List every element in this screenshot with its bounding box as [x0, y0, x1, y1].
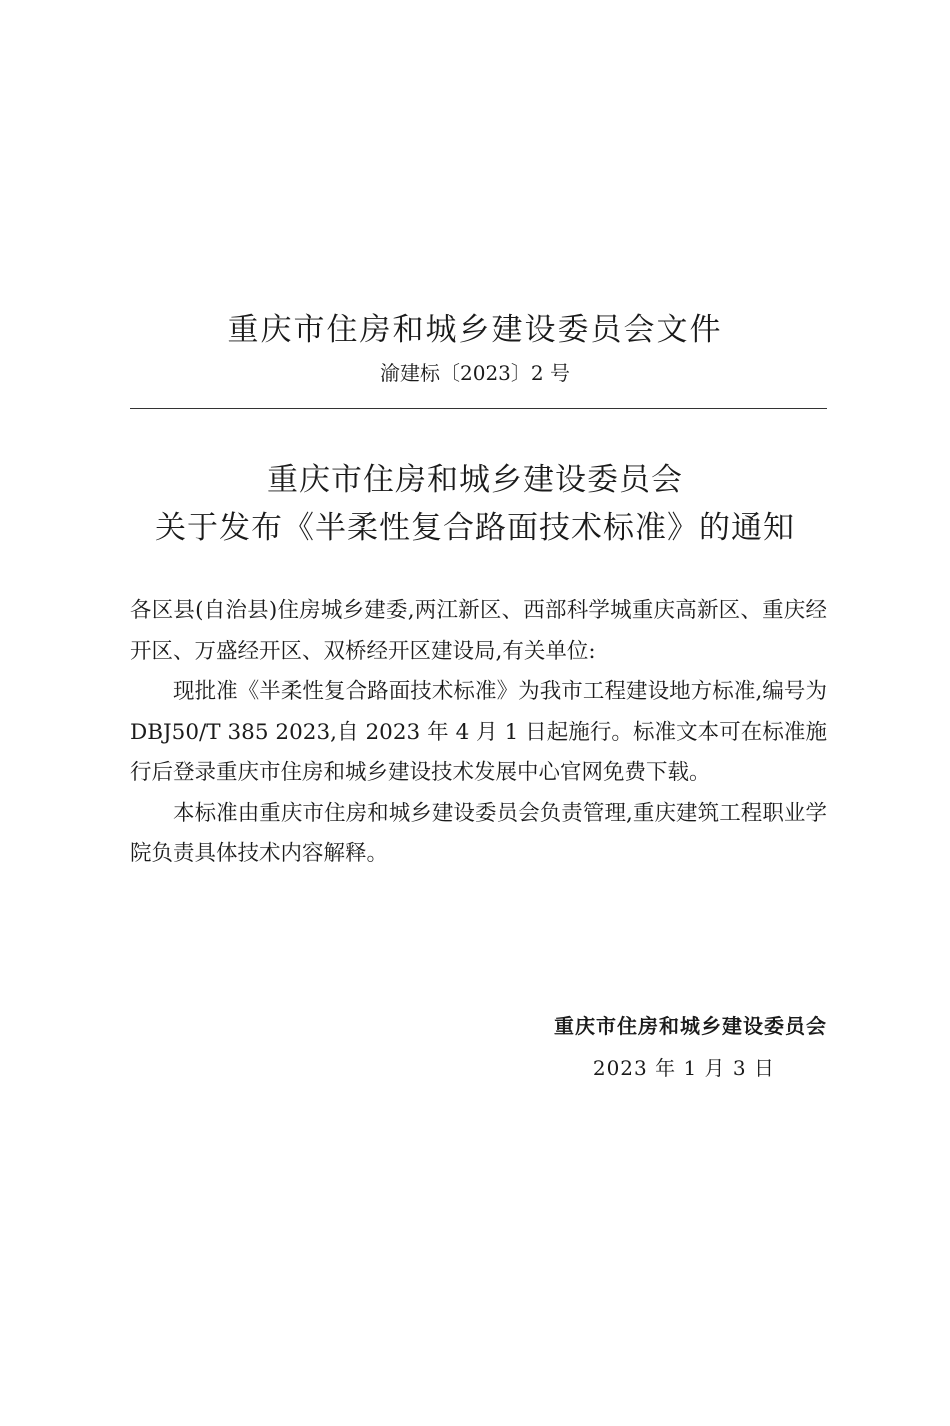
body-paragraph-2: 本标准由重庆市住房和城乡建设委员会负责管理,重庆建筑工程职业学院负责具体技术内容解释。 — [130, 800, 827, 866]
signing-organization: 重庆市住房和城乡建设委员会 — [554, 1014, 827, 1038]
notice-body — [130, 591, 827, 875]
header-divider — [130, 408, 827, 409]
notice-title-line2: 关于发布《半柔性复合路面技术标准》的通知 — [155, 510, 795, 546]
addressees: 各区县(自治县)住房城乡建委,两江新区、西部科学城重庆高新区、重庆经开区、万盛经开区、双桥经开区建设局,有关单位: — [130, 598, 827, 664]
body-paragraph-1: 现批准《半柔性复合路面技术标准》为我市工程建设地方标准,编号为 DBJ50/T 385 2023,自 2023 年 4 月 1 日起施行。标准文本可在标准施行后登录重庆市住房和城乡建设技术发展中心官网免费下载。 — [130, 679, 827, 785]
signing-date: 2023 年 1 月 3 日 — [592, 1056, 775, 1080]
document-number: 渝建标〔2023〕2 号 — [380, 361, 570, 385]
notice-title-line1: 重庆市住房和城乡建设委员会 — [267, 462, 683, 498]
issuer-title: 重庆市住房和城乡建设委员会文件 — [227, 312, 723, 348]
